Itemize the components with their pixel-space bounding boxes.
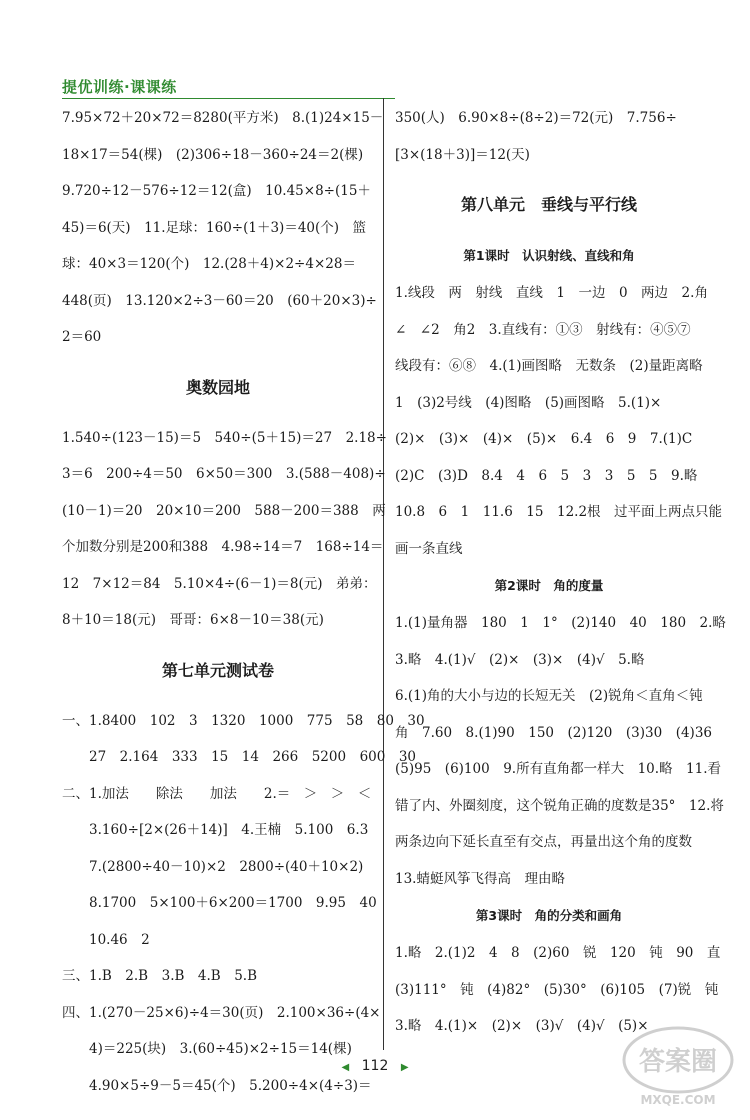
answer-line: 448(页) 13.120×2÷3－60＝20 (60＋20×3)÷	[62, 292, 377, 309]
answer-line: 8.1700 5×100＋6×200＝1700 9.95 40	[62, 895, 377, 911]
section-heading: 第七单元测试卷	[161, 660, 274, 680]
answer-line: (3)111° 钝 (4)82° (5)30° (6)105 (7)锐 钝	[395, 981, 719, 998]
header-rule	[62, 98, 395, 99]
answer-line: (2)× (3)× (4)× (5)× 6.4 6 9 7.(1)C	[395, 431, 693, 447]
answer-line: 3.略 4.(1)√ (2)× (3)× (4)√ 5.略	[395, 651, 645, 668]
watermark-logo-icon	[618, 1020, 738, 1110]
answer-line: 18×17＝54(棵) (2)306÷18－360÷24＝2(棵)	[62, 146, 364, 163]
answer-line: 9.720÷12－576÷12＝12(盒) 10.45×8÷(15＋	[62, 183, 371, 199]
answer-line: 球：40×3＝120(个) 12.(28＋4)×2÷4×28＝	[62, 256, 356, 272]
answer-line: 27 2.164 333 15 14 266 5200 600 30	[62, 749, 417, 765]
answer-line: 1.540÷(123－15)＝5 540÷(5＋15)＝27 2.18÷	[62, 429, 387, 446]
answer-line: 1.线段 两 射线 直线 1 一边 0 两边 2.角	[395, 285, 708, 301]
answer-line: ∠ ∠2 角2 3.直线有：①③ 射线有：④⑤⑦	[395, 321, 691, 338]
answer-line: 三、1.B 2.B 3.B 4.B 5.B	[62, 968, 258, 984]
section-heading: 第八单元 垂线与平行线	[460, 195, 637, 214]
answer-line: 12 7×12＝84 5.10×4÷(6－1)＝8(元) 弟弟：	[62, 575, 377, 592]
book-series-title: 提优训练·课课练	[62, 78, 177, 96]
page-number: 112	[361, 1058, 389, 1074]
section-heading: 第3课时 角的分类和画角	[475, 908, 623, 923]
answer-line: 角 7.60 8.(1)90 150 (2)120 (3)30 (4)36	[395, 724, 712, 741]
answer-line: 四、1.(270－25×6)÷4＝30(页) 2.100×36÷(4×	[62, 1004, 381, 1021]
answer-line: 一、1.8400 102 3 1320 1000 775 58 80 30	[62, 712, 425, 729]
answer-line: 个加数分别是200和388 4.98÷14＝7 168÷14＝	[62, 539, 384, 555]
answer-line: 两条边向下延长直至有交点，再量出这个角的度数	[395, 834, 692, 850]
answer-line: 13.蜻蜓风筝飞得高 理由略	[395, 870, 565, 887]
svg-text:MXQE.COM: MXQE.COM	[640, 1093, 716, 1107]
answer-line: 1.略 2.(1)2 4 8 (2)60 锐 120 钝 90 直	[395, 945, 721, 961]
answer-line: 3.略 4.(1)× (2)× (3)√ (4)√ (5)×	[395, 1018, 649, 1034]
prev-arrow-icon: ◀	[341, 1062, 350, 1073]
section-heading: 奥数园地	[185, 377, 250, 397]
right-column	[395, 100, 726, 1045]
answer-line: 10.8 6 1 11.6 15 12.2根 过平面上两点只能	[395, 504, 723, 520]
answer-line: 2＝60	[62, 329, 102, 345]
answer-line: 画一条直线	[395, 540, 463, 557]
section-heading: 第2课时 角的度量	[494, 578, 604, 593]
answer-line: (5)95 (6)100 9.所有直角都一样大 10.略 11.看	[395, 761, 722, 777]
answer-line: 错了内、外圈刻度，这个锐角正确的度数是35° 12.将	[395, 797, 724, 814]
column-divider	[383, 98, 384, 1050]
answer-line: 3＝6 200÷4＝50 6×50＝300 3.(588－408)÷	[62, 466, 386, 482]
section-heading: 第1课时 认识射线、直线和角	[463, 248, 635, 263]
answer-line: [3×(18＋3)]＝12(天)	[395, 146, 530, 163]
answer-line: 1 (3)2号线 (4)图略 (5)画图略 5.(1)×	[395, 394, 662, 411]
answer-line: 350(人) 6.90×8÷(8÷2)＝72(元) 7.756÷	[395, 110, 677, 126]
watermark-logo	[618, 1020, 738, 1110]
next-arrow-icon: ▶	[400, 1062, 409, 1073]
answer-line: (2)C (3)D 8.4 4 6 5 3 3 5 5 9.略	[395, 467, 698, 484]
answer-line: 4.90×5÷9－5＝45(个) 5.200÷4×(4÷3)＝	[62, 1077, 372, 1094]
answer-line: 3.160÷[2×(26＋14)] 4.王楠 5.100 6.3	[62, 822, 369, 838]
answer-line: 二、1.加法 除法 加法 2.＝ ＞ ＞ ＜	[62, 785, 372, 802]
answer-line: 6.(1)角的大小与边的长短无关 (2)锐角＜直角＜钝	[395, 688, 703, 704]
answer-line: 7.(2800÷40－10)×2 2800÷(40＋10×2)	[62, 858, 364, 875]
answer-line: 8＋10＝18(元) 哥哥：6×8－10＝38(元)	[62, 612, 324, 628]
svg-text:答案圈: 答案圈	[638, 1047, 718, 1077]
answer-line: (10－1)＝20 20×10＝200 588－200＝388 两	[62, 502, 386, 519]
answer-line: 7.95×72＋20×72＝8280(平方米) 8.(1)24×15－	[62, 110, 384, 126]
answer-line: 线段有：⑥⑧ 4.(1)画图略 无数条 (2)量距离略	[395, 358, 703, 374]
answer-line: 45)＝6(天) 11.足球：160÷(1＋3)＝40(个) 篮	[62, 219, 367, 236]
answer-line: 10.46 2	[62, 931, 150, 948]
answer-line: 4)＝225(块) 3.(60÷45)×2÷15＝14(棵)	[62, 1041, 352, 1057]
answer-line: 1.(1)量角器 180 1 1° (2)140 40 180 2.略	[395, 615, 726, 631]
